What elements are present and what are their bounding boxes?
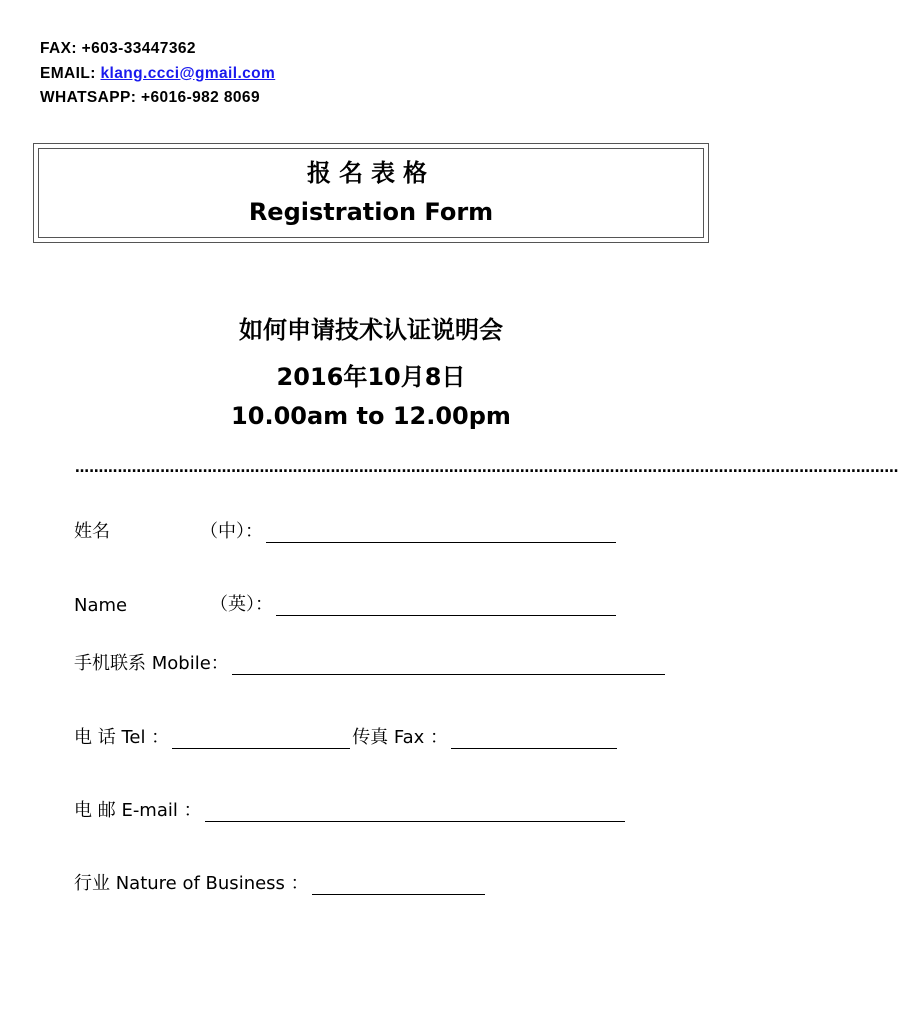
- fax-field-label: 传真 Fax ：: [352, 727, 449, 748]
- business-field[interactable]: [312, 876, 485, 895]
- contact-info: [40, 37, 275, 111]
- form-title-english: Registration Form: [248, 198, 494, 226]
- name-english-field[interactable]: [276, 597, 616, 616]
- tel-label: 电 话 Tel ：: [74, 727, 170, 748]
- whatsapp-label: WHATSAPP:: [40, 89, 137, 106]
- name-english-row: [74, 590, 616, 616]
- business-row: [74, 869, 485, 895]
- mobile-field[interactable]: [232, 656, 665, 675]
- name-english-label: Name: [74, 595, 128, 616]
- email-line: [40, 62, 275, 87]
- fax-field[interactable]: [451, 730, 617, 749]
- business-label: 行业 Nature of Business ：: [74, 873, 309, 894]
- form-title-chinese: 报名表格: [307, 159, 435, 187]
- name-english-suffix: （英）：: [210, 594, 273, 615]
- name-chinese-field[interactable]: [266, 524, 616, 543]
- name-chinese-label: 姓名: [74, 521, 110, 542]
- mobile-row: [74, 649, 665, 675]
- event-time: 10.00am to 12.00pm: [231, 402, 511, 430]
- email-label: EMAIL:: [40, 64, 96, 82]
- tel-fax-row: [74, 723, 617, 749]
- fax-label: FAX:: [40, 40, 77, 57]
- fax-number: +603-33447362: [81, 40, 196, 57]
- email-row: [74, 796, 625, 822]
- email-link[interactable]: klang.ccci@gmail.com: [100, 64, 276, 82]
- event-date: 2016年10月8日: [276, 363, 466, 391]
- whatsapp-line: [40, 86, 275, 111]
- name-chinese-suffix: （中）：: [200, 521, 263, 542]
- dotted-separator: …………………………………………………………………………………………………………………………………………………………: [75, 460, 899, 476]
- name-chinese-row: [74, 517, 616, 543]
- email-field[interactable]: [205, 803, 625, 822]
- fax-line: [40, 37, 275, 62]
- whatsapp-number: +6016-982 8069: [141, 89, 260, 106]
- email-field-label: 电 邮 E-mail ：: [74, 800, 202, 821]
- event-name: 如何申请技术认证说明会: [239, 316, 503, 344]
- mobile-label: 手机联系 Mobile：: [74, 653, 229, 674]
- tel-field[interactable]: [172, 730, 350, 749]
